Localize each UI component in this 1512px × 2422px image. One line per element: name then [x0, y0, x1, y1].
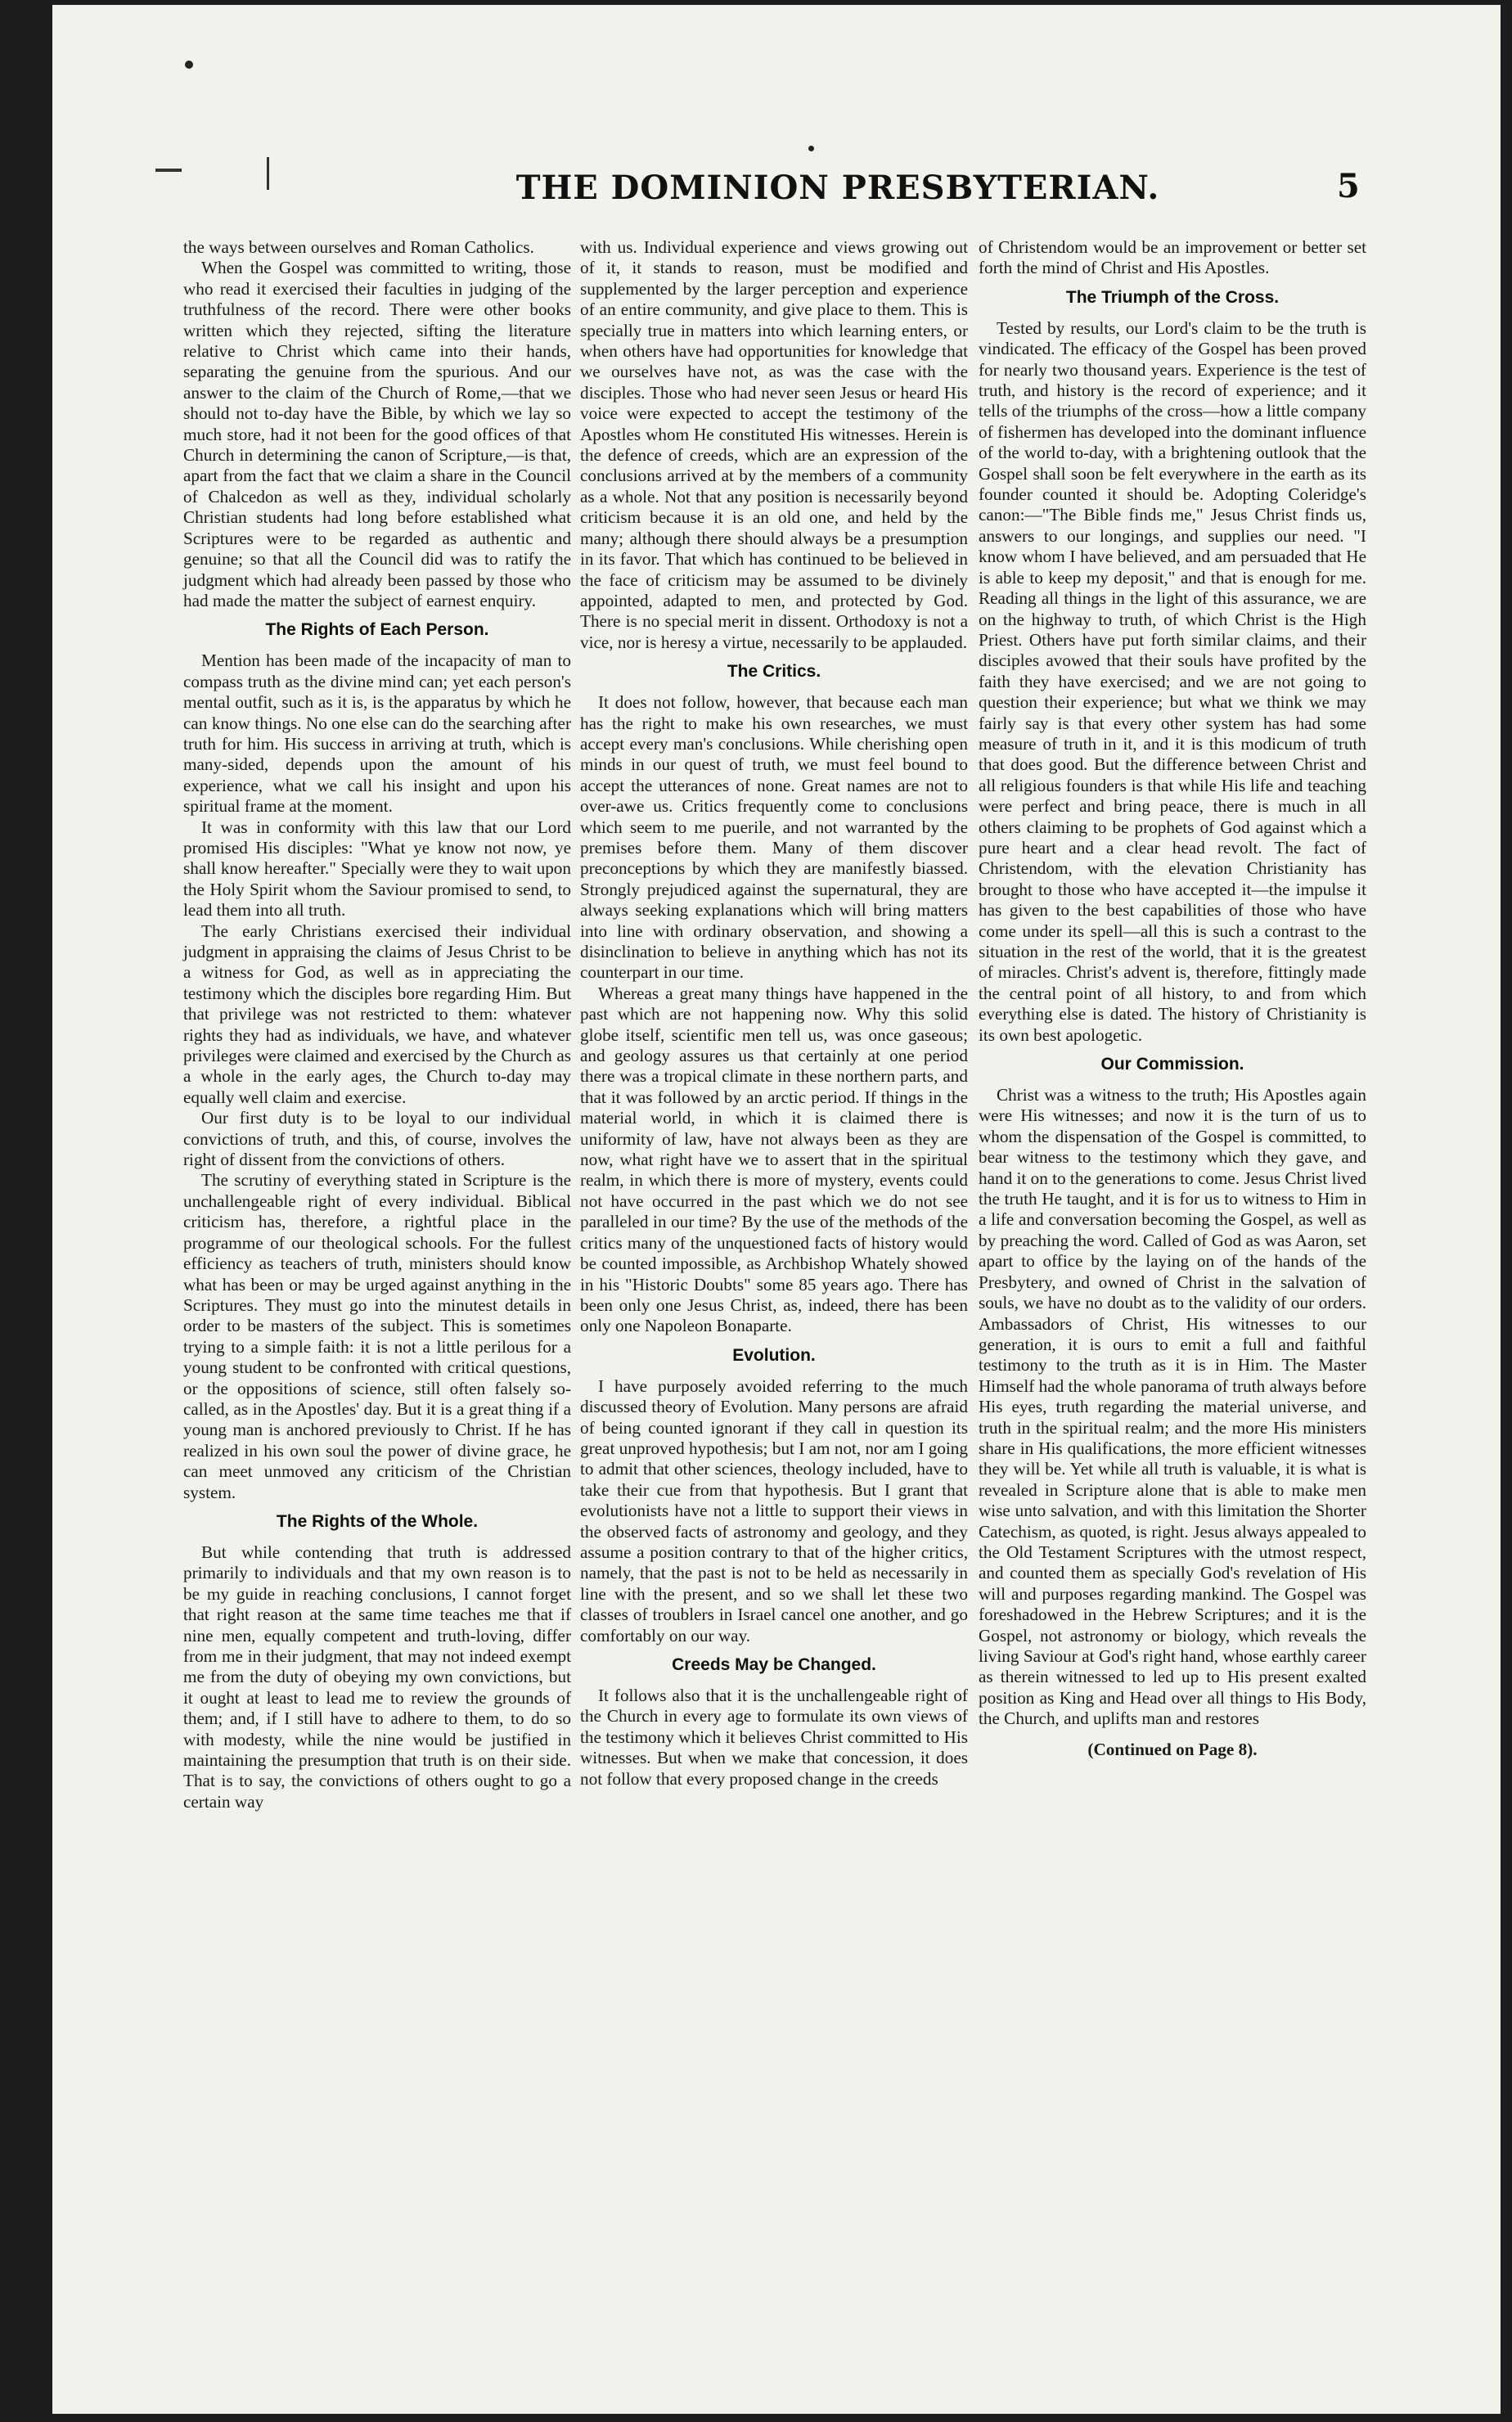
- paragraph: Tested by results, our Lord's claim to be the truth is vindicated. The efficacy of the Gospel has been proved for nearly two thousand years. Experience is the test of truth, and history is the record of experience; and it tells of the triumphs of the cross—how a little company of fishermen has developed into the dominant influence of the world to-day, with a brightening outlook that the Gospel shall soon be felt everywhere in the earth as its founder counted it should be. Adopting Coleridge's canon:—"The Bible finds me," Jesus Christ finds us, answers to our longings, and supplies our need. "I know whom I have believed, and am persuaded that He is able to keep my deposit," and that is enough for me. Reading all things in the light of this assurance, we are on the highway to truth, of which Christ is the High Priest. Others have put forth similar claims, and their disciples avowed that their souls have profited by the faith they have exercised; and we are not going to question their experience; but what we think we may fairly say is that every other system has had some measure of truth in it, and it is this modicum of truth that does good. But the difference between Christ and all religious founders is that while His life and teaching were perfect and bring peace, there is much in all others claiming to be prophets of God against which a pure heart and a clear head revolt. The fact of Christendom, with the elevation Christianity has brought to those who have accepted it—the impulse it has given to the best capabilities of those who have come under its spell—all this is such a contrast to the situation in the rest of the world, that it is the greatest of miracles. Christ's advent is, therefore, fittingly made the central point of all history, to and from which everything else is dated. The history of Christianity is its own best apologetic.: [979, 317, 1366, 1045]
- paragraph: The scrutiny of everything stated in Scripture is the unchallengeable right of every individual. Biblical criticism has, therefore, a rightful place in the programme of our theological schools. For the fullest efficiency as teachers of truth, ministers should know what has been or may be urged against anything in the Scriptures. They must go into the minutest details in order to be masters of the subject. This is sometimes trying to a simple faith: it is not a little perilous for a young student to be confronted with critical questions, or the oppositions of science, still often falsely so-called, as in the Apostles' day. But it is a great thing if a young man is anchored previously to Christ. If he has realized in his own soul the power of divine grace, he can meet unmoved any criticism of the Christian system.: [183, 1170, 571, 1502]
- paragraph: Our first duty is to be loyal to our individual convictions of truth, and this, of course, involves the right of dissent from the convictions of others.: [183, 1108, 571, 1170]
- paragraph: Christ was a witness to the truth; His Apostles again were His witnesses; and now it is the turn of us to whom the dispensation of the Gospel is committed, to bear witness to the testimony which they gave, and hand it on to the generations to come. Jesus Christ lived the truth He taught, and it is for us to witness to Him in a life and conversation becoming the Gospel, as well as by preaching the word. Called of God as was Aaron, set apart to office by the laying on of the hands of the Presbytery, and owned of Christ in the salvation of souls, we have no doubt as to the validity of our orders. Ambassadors of Christ, His witnesses to our generation, it is ours to emit a full and faithful testimony to the truth as it is in Him. The Master Himself had the whole panorama of truth always before His eyes, truth regarding the material universe, and truth in the spiritual realm; and the more His ministers share in His qualifications, the more efficient witnesses they will be. Yet while all truth is valuable, it is what is revealed in Scripture alone that is able to make men wise unto salvation, and with this limitation the Shorter Catechism, as quoted, is right. Jesus always appealed to the Old Testament Scriptures with the utmost respect, and counted them as specially God's revelation of His will and purposes regarding mankind. The Gospel was foreshadowed in the Hebrew Scriptures; and it is the Gospel, not astronomy or biology, which reveals the living Saviour at God's right hand, whose earthly career as therein witnessed to led up to His present exalted position as King and Head over all things to His Body, the Church, and uplifts man and restores: [979, 1085, 1366, 1729]
- paragraph: It follows also that it is the unchallengeable right of the Church in every age to formulate its own views of the testimony which it believes Christ committed to His witnesses. But when we make that concession, it does not follow that every proposed change in the creeds: [580, 1686, 968, 1789]
- print-speck: [185, 61, 193, 69]
- paragraph: I have purposely avoided referring to the much discussed theory of Evolution. Many persons are afraid of being counted ignorant if they call in question its great unproved hypothesis; but I am not, nor am I going to admit that other sciences, theology included, have to take their cue from that hypothesis. But I grant that evolutionists have not a little to support their views in the observed facts of astronomy and geology, and they assume a position contrary to that of the higher critics, namely, that the past is not to be held as necessarily in line with the present, and so we shall let these two classes of troublers in Israel cancel one another, and go comfortably on our way.: [580, 1375, 968, 1645]
- section-heading: Evolution.: [732, 1345, 816, 1365]
- section-heading: The Triumph of the Cross.: [1065, 287, 1280, 307]
- paragraph: the ways between ourselves and Roman Catholics.: [183, 237, 534, 257]
- section-heading: Creeds May be Changed.: [672, 1655, 876, 1674]
- section-heading: The Rights of Each Person.: [265, 620, 489, 640]
- article-column-3: [979, 237, 1366, 1760]
- section-heading: The Rights of the Whole.: [276, 1511, 479, 1531]
- section-heading: Our Commission.: [1100, 1055, 1244, 1074]
- paragraph: When the Gospel was committed to writing, those who read it exercised their faculties in judging of the truthfulness of the record. There were other books written which they rejected, sifting the literature relative to Christ which came into their hands, separating the genuine from the spurious. And our answer to the claim of the Church of Rome,—that we should not to-day have the Bible, by which we lay so much store, had it not been for the good offices of that Church in determining the canon of Scripture,—is that, apart from the fact that we claim a share in the Council of Chalcedon as well as they, individual scholarly Christian students had long before established what Scriptures were to be regarded as authentic and genuine; so that all the Council did was to ratify the judgment which had already been passed by those who had made the matter the subject of earnest enquiry.: [183, 258, 571, 610]
- paragraph: Whereas a great many things have happened in the past which are not happening now. Why this solid globe itself, scientific men tell us, was once gaseous; and geology assures us that certainly at one period there was a tropical climate in these northern parts, and that it was followed by an arctic period. If things in the material world, in which it is claimed there is uniformity of law, have not always been as they are now, what right have we to assert that in the spiritual realm, in which there is more of mystery, events could not have occurred in the past which we do not see paralleled in our time? By the use of the methods of the critics many of the unquestioned facts of history would be counted impossible, as Archbishop Whately showed in his "Historic Doubts" some 85 years ago. There has been only one Jesus Christ, as, indeed, there has been only one Napoleon Bonaparte.: [580, 983, 968, 1336]
- paragraph: of Christendom would be an improvement or better set forth the mind of Christ and His Apostles.: [979, 237, 1366, 278]
- paragraph: It was in conformity with this law that our Lord promised His disciples: "What ye know not now, ye shall know hereafter." Specially were they to wait upon the Holy Spirit whom the Saviour promised to send, to lead them into all truth.: [183, 817, 571, 921]
- paragraph: Mention has been made of the incapacity of man to compass truth as the divine mind can; yet each person's mental outfit, such as it is, is the apparatus by which he can know things. No one else can do the searching after truth for him. His success in arriving at truth, which is many-sided, depends upon the amount of his experience, what we call his insight and upon his spiritual frame at the moment.: [183, 651, 571, 817]
- margin-rule: [267, 157, 269, 190]
- masthead: THE DOMINION PRESBYTERIAN.: [515, 169, 1160, 207]
- page-number: 5: [1337, 167, 1360, 205]
- print-speck: [808, 146, 814, 151]
- article-column-2: [580, 237, 968, 1789]
- article-column-1: [183, 237, 571, 1812]
- paragraph: It does not follow, however, that because each man has the right to make his own researches, we must accept every man's conclusions. While cherishing open minds in our quest of truth, we must feel bound to accept the utterances of none. Great names are not to over-awe us. Critics frequently come to conclusions which seem to me puerile, and not warranted by the premises before them. Many of them discover preconceptions by which they are manifestly biassed. Strongly prejudiced against the supernatural, they are always seeking explanations which will bring matters into line with ordinary observation, and showing a disinclination to believe in anything which has not its counterpart in our time.: [580, 692, 968, 983]
- paragraph: The early Christians exercised their individual judgment in appraising the claims of Jesus Christ to be a witness for God, as well as in appreciating the testimony which the disciples bore regarding Him. But that privilege was not restricted to them: whatever rights they had as individuals, we have, and whatever privileges were claimed and exercised by the Church as a whole in the early ages, the Church to-day may equally well claim and exercise.: [183, 921, 571, 1107]
- continued-note: (Continued on Page 8).: [1087, 1739, 1258, 1759]
- margin-dash: [155, 169, 182, 172]
- paragraph: But while contending that truth is addressed primarily to individuals and that my own reason is to be my guide in reaching conclusions, I cannot forget that right reason at the same time teaches me that if nine men, equally competent and truth-loving, differ from me in their judgment, that may not indeed exempt me from the duty of obeying my own convictions, but it ought at least to lead me to review the grounds of them; and, if I still have to adhere to them, to do so with modesty, while the nine would be justified in maintaining the presumption that truth is on their side. That is to say, the convictions of others ought to go a certain way: [183, 1542, 571, 1812]
- paragraph: with us. Individual experience and views growing out of it, it stands to reason, must be modified and supplemented by the larger perception and experience of an entire community, and give place to them. This is specially true in matters into which learning enters, or when others have had opportunities for knowledge that we ourselves have not, as was the case with the disciples. Those who had never seen Jesus or heard His voice were expected to accept the testimony of the Apostles whom He constituted His witnesses. Herein is the defence of creeds, which are an expression of the conclusions arrived at by the members of a community as a whole. Not that any position is necessarily beyond criticism because it is an old one, and held by the many; although there should always be a presumption in its favor. That which has continued to be believed in the face of criticism may be assumed to be divinely appointed, adapted to men, and protected by God. There is no special merit in dissent. Orthodoxy is not a vice, nor is heresy a virtue, necessarily to be applauded.: [580, 237, 968, 652]
- newspaper-page: [52, 5, 1501, 2414]
- section-heading: The Critics.: [727, 662, 821, 682]
